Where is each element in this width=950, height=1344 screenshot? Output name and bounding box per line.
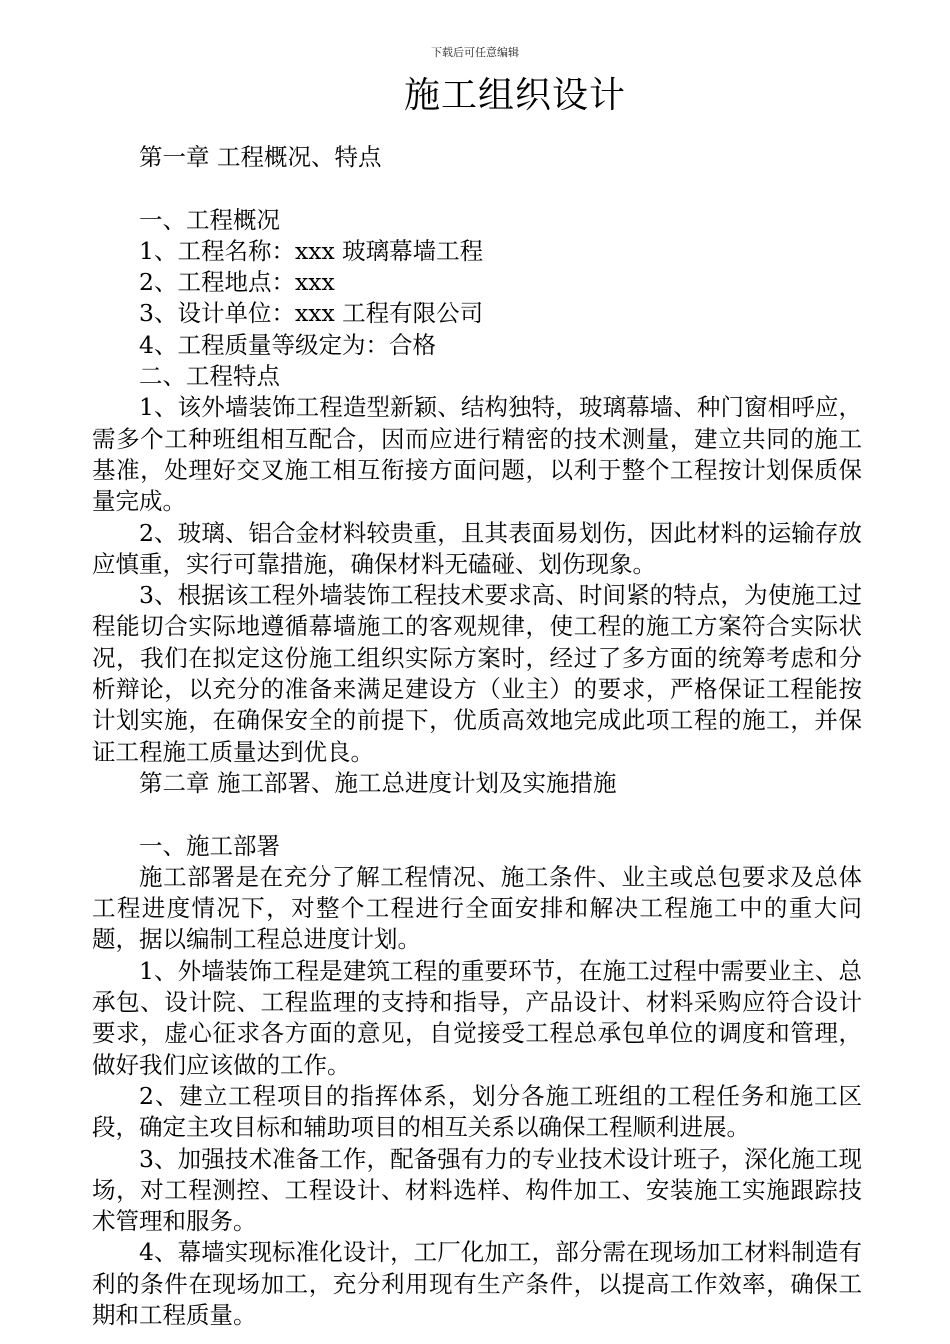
document-title: 施工组织设计: [403, 75, 626, 116]
deployment-paragraph-4: 4、幕墙实现标准化设计，工厂化加工，部分需在现场加工材料制造有利的条件在现场加工，充分利用现有生产条件，以提高工作效率，确保工期和工程质量。: [92, 1238, 862, 1329]
deployment-paragraph-3: 3、加强技术准备工作，配备强有力的专业技术设计班子，深化施工现场，对工程测控、工程设计、材料选样、构件加工、安装施工实施跟踪技术管理和服务。: [92, 1144, 862, 1236]
header-note: 下载后可任意编辑: [431, 46, 519, 59]
blank-line: [92, 799, 862, 830]
overview-item-name: 1、工程名称：xxx 玻璃幕墙工程: [139, 236, 484, 265]
section-overview-heading: 一、工程概况: [139, 205, 280, 234]
blank-line: [92, 173, 862, 204]
chapter-2-heading: 第二章 施工部署、施工总进度计划及实施措施: [139, 768, 617, 797]
overview-item-location: 2、工程地点：xxx: [139, 268, 335, 297]
deployment-paragraph-1: 1、外墙装饰工程是建筑工程的重要环节，在施工过程中需要业主、总承包、设计院、工程监理的支持和指导，产品设计、材料采购应符合设计要求，虚心征求各方面的意见，自觉接受工程总承包单位的调度和管理，做好我们应该做的工作。: [92, 956, 862, 1079]
features-paragraph-3: 3、根据该工程外墙装饰工程技术要求高、时间紧的特点，为使施工过程能切合实际地遵循幕墙施工的客观规律，使工程的施工方案符合实际状况，我们在拟定这份施工组织实际方案时，经过了多方面的统筹考虑和分析辩论，以充分的准备来满足建设方（业主）的要求，严格保证工程能按计划实施，在确保安全的前提下，优质高效地完成此项工程的施工，并保证工程施工质量达到优良。: [92, 581, 862, 766]
deployment-paragraph-2: 2、建立工程项目的指挥体系，划分各施工班组的工程任务和施工区段，确定主攻目标和辅助项目的相互关系以确保工程顺利进展。: [92, 1081, 862, 1142]
features-paragraph-2: 2、玻璃、铝合金材料较贵重，且其表面易划伤，因此材料的运输存放应慎重，实行可靠措施，确保材料无磕碰、划伤现象。: [92, 518, 862, 578]
overview-item-designer: 3、设计单位：xxx 工程有限公司: [139, 299, 484, 328]
features-paragraph-1: 1、该外墙装饰工程造型新颖、结构独特，玻璃幕墙、种门窗相呼应，需多个工种班组相互配合，因而应进行精密的技术测量，建立共同的施工基准，处理好交叉施工相互衔接方面问题，以利于整个工程按计划保质保量完成。: [92, 393, 862, 516]
section-features-heading: 二、工程特点: [139, 362, 280, 391]
chapter-1-heading: 第一章 工程概况、特点: [139, 143, 382, 171]
deployment-paragraph-intro: 施工部署是在充分了解工程情况、施工条件、业主或总包要求及总体工程进度情况下，对整个工程进行全面安排和解决工程施工中的重大问题，据以编制工程总进度计划。: [92, 862, 862, 954]
section-deployment-heading: 一、施工部署: [139, 831, 280, 860]
overview-item-quality: 4、工程质量等级定为：合格: [139, 330, 436, 359]
document-body: [92, 142, 862, 1331]
